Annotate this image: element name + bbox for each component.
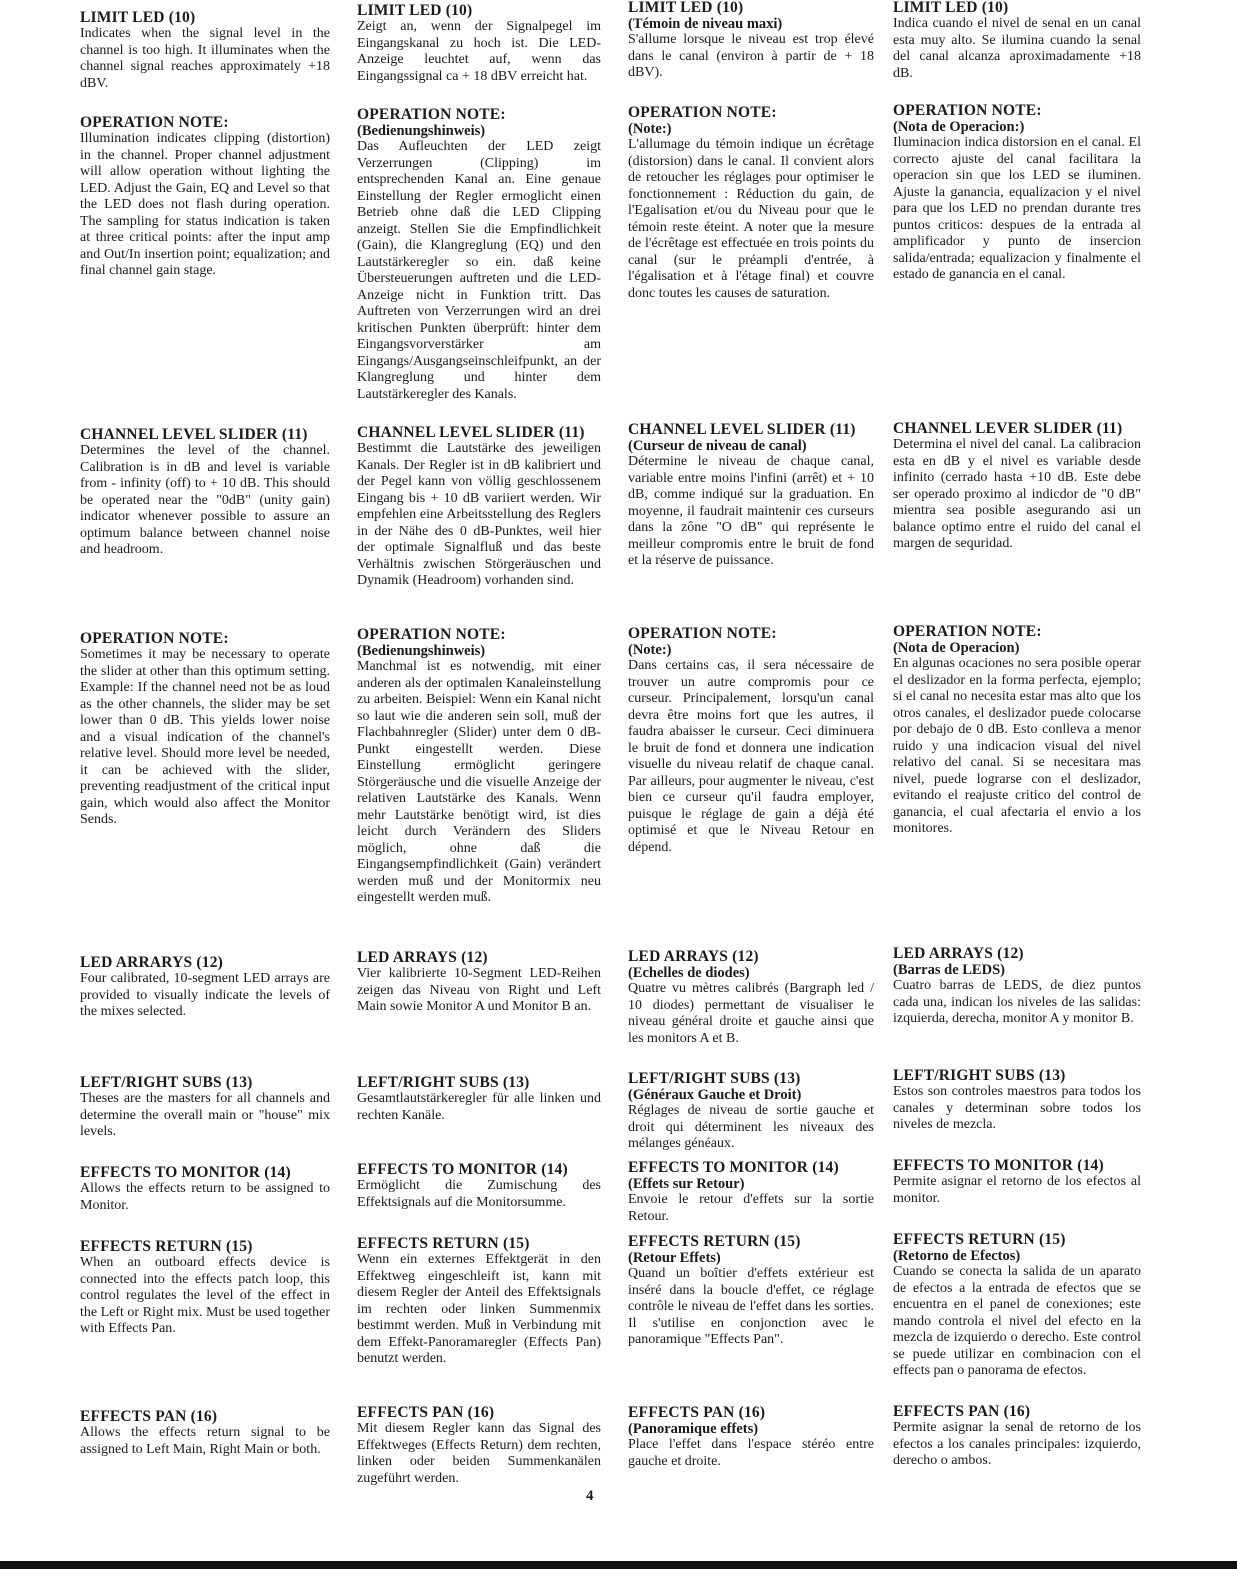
body-text: Mit diesem Regler kann das Signal des Effektweges (Effects Return) dem rechten, linken oder beiden Summenkanälen zugeführt werden. [357,1421,601,1486]
heading: EFFECTS TO MONITOR (14) [357,1161,568,1178]
heading: CHANNEL LEVER SLIDER (11) [893,420,1123,437]
body-text: Réglages de niveau de sortie gauche et droit qui déterminent les niveaux des mélanges généaux. [628,1103,874,1151]
body-text: Four calibrated, 10-segment LED arrays are provided to visually indicate the levels of the mixes selected. [80,971,330,1019]
led-arrays-de [357,950,601,1016]
body-text: Permite asignar la senal de retorno de los efectos a los canales principales: izquierdo, derecho o ambos. [893,1420,1141,1468]
operation-note-1-es [893,103,1141,284]
heading: OPERATION NOTE: [628,104,777,121]
heading: OPERATION NOTE: [357,106,506,123]
bottom-rule [0,1561,1237,1569]
body-text: Manchmal ist es notwendig, mit einer anderen als der optimalen Kanaleinstellung zu arbeiten. Beispiel: Wenn ein Kanal nicht so laut wie die anderen sein soll, muß der Flachbahnregler (Slider) unter dem 0 dB-Punkt eingestellt werden. Diese Einstellung ermöglicht geringere Störgeräusche und die visuelle Anzeige der relativen Lautstärke des Kanals. Wenn mehr Lautstärke benötigt wird, ist dies leicht durch Verändern des Sliders möglich, ohne daß die Eingangsempfindlichkeit (Gain) verändert werden muß und der Monitormix neu eingestellt werden muß. [357,659,601,905]
heading: EFFECTS PAN (16) [80,1408,218,1425]
operation-note-1-en [80,115,330,280]
led-arrays-fr [628,949,874,1047]
heading: LIMIT LED (10) [893,0,1009,16]
effects-return-fr [628,1234,874,1349]
channel-level-slider-en [80,427,330,559]
body-text: Bestimmt die Lautstärke des jeweiligen Kanals. Der Regler ist in dB kalibriert und der Pegel kann von völlig geschlossenem Eingang bis + 10 dB variiert werden. Wir empfehlen eine Arbeitsstellung des Reglers in der Nähe des 0 dB-Punktes, weil hier der optimale Signalfluß und das beste Verhältnis zwischen Störgeräuschen und Dynamik (Headroom) vorhanden sind. [357,441,601,588]
heading: LED ARRAYS (12) [893,945,1024,962]
body-text: Indica cuando el nivel de senal en un canal esta muy alto. Se ilumina cuando la senal del canal alcanza aproximadamente +18 dB. [893,16,1141,81]
heading: LEFT/RIGHT SUBS (13) [893,1067,1066,1084]
body-text: Illumination indicates clipping (distortion) in the channel. Proper channel adjustment will allow operation without lighting the LED. Adjust the Gain, EQ and Level so that the LED does not flash during operation. The sampling for status indication is taken at three critical points: after the input amp and Out/In insertion point; equalization; and final channel gain stage. [80,131,330,278]
limit-led-fr [628,0,874,82]
body-text: Wenn ein externes Effektgerät in den Effektweg eingeschleift ist, kann mit diesem Regler der Anteil des Effektsignals im rechten oder linken Summenmix bestimmt werden. Muß in Verbindung mit dem Effekt-Panoramaregler (Effects Pan) benutzt werden. [357,1252,601,1366]
body-text: Theses are the masters for all channels and determine the overall main or "house" mix levels. [80,1091,330,1139]
heading: EFFECTS TO MONITOR (14) [628,1159,839,1176]
body-text: Permite asignar el retorno de los efectos al monitor. [893,1174,1141,1206]
heading: OPERATION NOTE: [357,626,506,643]
effects-pan-de [357,1405,601,1487]
limit-led-es [893,0,1141,82]
subheading: (Barras de LEDS) [893,962,1005,978]
heading: EFFECTS RETURN (15) [628,1233,801,1250]
body-text: S'allume lorsque le niveau est trop élevé dans le canal (environ à partir de + 18 dBV). [628,32,874,80]
heading: OPERATION NOTE: [80,630,229,647]
heading: EFFECTS RETURN (15) [893,1231,1066,1248]
left-right-subs-fr [628,1071,874,1153]
body-text: Cuando se conecta la salida de un aparato de efectos a la entrada de efectos que se encuentra en el panel de conexiones; este mando controla el nivel del efecto en la mezcla de izquierdo o derecho. Este control se puede utilizar en combinacion con el effects pan o panorama de efectos. [893,1264,1141,1378]
body-text: Vier kalibrierte 10-Segment LED-Reihen zeigen das Niveau von Right und Left Main sowie Monitor A und Monitor B an. [357,966,601,1014]
body-text: Ermöglicht die Zumischung des Effektsignals auf die Monitorsumme. [357,1178,601,1210]
heading: EFFECTS TO MONITOR (14) [893,1157,1104,1174]
subheading: (Panoramique effets) [628,1421,759,1437]
effects-return-de [357,1236,601,1368]
subheading: (Effets sur Retour) [628,1176,745,1192]
body-text: Iluminacion indica distorsion en el canal. El correcto ajuste del canal facilitara la operacion sin que los LED se iluminen. Ajuste la ganancia, equalizacion y el nivel para que los LED no prendan durante tres puntos criticos: despues de la entrada al amplificador y punto de insercion salida/entrada; equalizacion y finalmente el estado de ganancia en el canal. [893,135,1141,282]
heading: OPERATION NOTE: [893,623,1042,640]
body-text: Quand un boîtier d'effets extérieur est inséré dans la boucle d'effet, ce réglage contrôle le niveau de l'effet dans les sorties. Il s'utilise en conjonction avec le panoramique "Effects Pan". [628,1266,874,1347]
channel-level-slider-de [357,425,601,590]
effects-pan-es [893,1404,1141,1470]
left-right-subs-en [80,1075,330,1141]
led-arrays-es [893,946,1141,1028]
operation-note-2-en [80,631,330,829]
body-text: Sometimes it may be necessary to operate the slider at other than this optimum setting. Example: If the channel need not be as loud as the other channels, the slider may be set lower than 0 dB. This yields lower noise and a visual indication of the channel's relative level. Should more level be needed, it can be achieved with the slider, preventing readjustment of the critical input gain, which would also affect the Monitor Sends. [80,647,330,827]
operation-note-1-fr [628,105,874,302]
body-text: Zeigt an, wenn der Signalpegel im Eingangskanal zu hoch ist. Die LED-Anzeige leuchtet auf, wenn das Eingangssignal ca + 18 dBV erreicht hat. [357,19,601,84]
effects-to-monitor-de [357,1162,601,1211]
subheading: (Bedienungshinweis) [357,123,486,139]
effects-return-es [893,1232,1141,1380]
heading: OPERATION NOTE: [628,625,777,642]
subheading: (Nota de Operacion:) [893,119,1025,135]
operation-note-1-de [357,107,601,403]
operation-note-2-es [893,624,1141,838]
body-text: Gesamtlautstärkeregler für alle linken und rechten Kanäle. [357,1091,601,1123]
body-text: Indicates when the signal level in the channel is too high. It illuminates when the channel signal reaches approximately +18 dBV. [80,26,330,91]
body-text: Determina el nivel del canal. La calibracion esta en dB y el nivel es variable desde infinito (cerrado hasta +10 dB. Este debe ser operado proximo al indicdor de "0 dB" mientra sea posible asegurando asi un balance optimo entre el ruido del canal el margen de sequridad. [893,437,1141,551]
subheading: (Bedienungshinweis) [357,643,486,659]
body-text: Allows the effects return signal to be assigned to Left Main, Right Main or both. [80,1425,330,1457]
subheading: (Nota de Operacion) [893,640,1020,656]
left-right-subs-de [357,1075,601,1124]
led-arrays-en [80,955,330,1021]
operation-note-2-de [357,627,601,907]
channel-level-slider-es [893,421,1141,553]
effects-to-monitor-fr [628,1160,874,1225]
heading: LED ARRARYS (12) [80,954,224,971]
subheading: (Témoin de niveau maxi) [628,16,783,32]
body-text: Determines the level of the channel. Calibration is in dB and level is variable from - infinity (off) to + 10 dB. This should be operated near the "0dB" (unity gain) indicator whenever possible to assure an optimum balance between channel noise and headroom. [80,443,330,557]
body-text: Das Aufleuchten der LED zeigt Verzerrungen (Clipping) im entsprechenden Kanal an. Eine genaue Einstellung der Regler ermoglicht einen Betrieb ohne daß die LED Clipping anzeigt. Stellen Sie die Empfindlichkeit (Gain), die Klangreglung (EQ) und den Lautstärkeregler so ein. daß keine Übersteuerungen auftreten und die LED-Anzeige nicht in Funktion tritt. Das Auftreten von Verzerrungen wird an drei kritischen Punkten überprüft: hinter dem Eingangsvorverstärker am Eingangs/Ausgangseinschleifpunkt, an der Klangreglung und hinter dem Lautstärkeregler des Kanals. [357,139,601,402]
heading: LED ARRAYS (12) [357,949,488,966]
limit-led-de [357,3,601,85]
effects-to-monitor-en [80,1165,330,1214]
subheading: (Note:) [628,642,672,658]
heading: CHANNEL LEVEL SLIDER (11) [80,426,308,443]
heading: EFFECTS PAN (16) [357,1404,495,1421]
heading: EFFECTS TO MONITOR (14) [80,1164,291,1181]
heading: LIMIT LED (10) [80,9,196,26]
effects-pan-fr [628,1405,874,1470]
heading: LIMIT LED (10) [628,0,744,16]
heading: LEFT/RIGHT SUBS (13) [357,1074,530,1091]
channel-level-slider-fr [628,422,874,570]
body-text: Allows the effects return to be assigned to Monitor. [80,1181,330,1213]
subheading: (Echelles de diodes) [628,965,750,981]
body-text: Quatre vu mètres calibrés (Bargraph led / 10 diodes) permettant de visualiser le niveau général droite et gauche ainsi que les monitors A et B. [628,981,874,1046]
heading: CHANNEL LEVEL SLIDER (11) [628,421,856,438]
subheading: (Note:) [628,121,672,137]
body-text: L'allumage du témoin indique un écrêtage (distorsion) dans le canal. Il convient alors de retoucher les réglages pour optimiser le fonctionnement : Réduction du gain, de l'Egalisation et/ou du Niveau pour que le témoin reste éteint. A noter que la mesure de l'écrêtage est effectuée en trois points du canal (sur le préampli d'entrée, à l'égalisation et à l'étage final) et couvre donc toutes les causes de saturation. [628,137,874,301]
body-text: En algunas ocaciones no sera posible operar el deslizador en la forma perfecta, ejemplo; si el canal no necesita estar mas alto que los otros canales, el deslizador puede colocarse por debajo de 0 dB. Esto conlleva a menor ruido y una indicacion visual del nivel relativo del canal. Si se necesitara mas nivel, puede lograrse con el deslizador, evitando el reajuste critico del control de ganancia, el cual afectaria el envio a los monitores. [893,656,1141,836]
body-text: Cuatro barras de LEDS, de diez puntos cada una, indican los niveles de las salidas: izquierda, derecha, monitor A y monitor B. [893,978,1141,1026]
body-text: Envoie le retour d'effets sur la sortie Retour. [628,1192,874,1224]
heading: LIMIT LED (10) [357,2,473,19]
body-text: When an outboard effects device is connected into the effects patch loop, this control regulates the level of the effect in the Left or Right mix. Must be used together with Effects Pan. [80,1255,331,1336]
body-text: Dans certains cas, il sera nécessaire de trouver un autre compromis pour ce curseur. Principalement, lorsqu'un canal devra être moins fort que les autres, il faudra abaisser le curseur. Ceci diminuera le bruit de fond et donnera une indication visuelle du niveau relatif de chaque canal. Par ailleurs, pour augmenter le niveau, c'est bien ce curseur qu'il faudra employer, puisque le réglage de gain a déjà été optimisé et que le Niveau Retour en dépend. [628,658,874,855]
heading: EFFECTS RETURN (15) [80,1238,253,1255]
subheading: (Généraux Gauche et Droit) [628,1087,802,1103]
operation-note-2-fr [628,626,874,856]
subheading: (Curseur de niveau de canal) [628,438,807,454]
heading: OPERATION NOTE: [893,102,1042,119]
body-text: Estos son controles maestros para todos los canales y determinan sobre todos los niveles de mezcla. [893,1084,1141,1132]
effects-return-en [80,1239,330,1338]
subheading: (Retour Effets) [628,1250,721,1266]
page-number: 4 [586,1488,594,1504]
effects-to-monitor-es [893,1158,1141,1207]
limit-led-en [80,10,330,92]
heading: LEFT/RIGHT SUBS (13) [628,1070,801,1087]
body-text: Place l'effet dans l'espace stéréo entre gauche et droite. [628,1437,874,1469]
left-right-subs-es [893,1068,1141,1134]
body-text: Détermine le niveau de chaque canal, variable entre moins l'infini (arrêt) et + 10 dB, comme indiqué sur la graduation. En moyenne, il faudrait maintenir ces curseurs dans la zône "O dB" qui représente le meilleur compromis entre le bruit de fond et la réserve de puissance. [628,454,874,568]
heading: CHANNEL LEVEL SLIDER (11) [357,424,585,441]
subheading: (Retorno de Efectos) [893,1248,1021,1264]
effects-pan-en [80,1409,330,1458]
heading: LED ARRAYS (12) [628,948,759,965]
heading: OPERATION NOTE: [80,114,229,131]
heading: EFFECTS RETURN (15) [357,1235,530,1252]
heading: EFFECTS PAN (16) [893,1403,1031,1420]
heading: EFFECTS PAN (16) [628,1404,766,1421]
heading: LEFT/RIGHT SUBS (13) [80,1074,253,1091]
